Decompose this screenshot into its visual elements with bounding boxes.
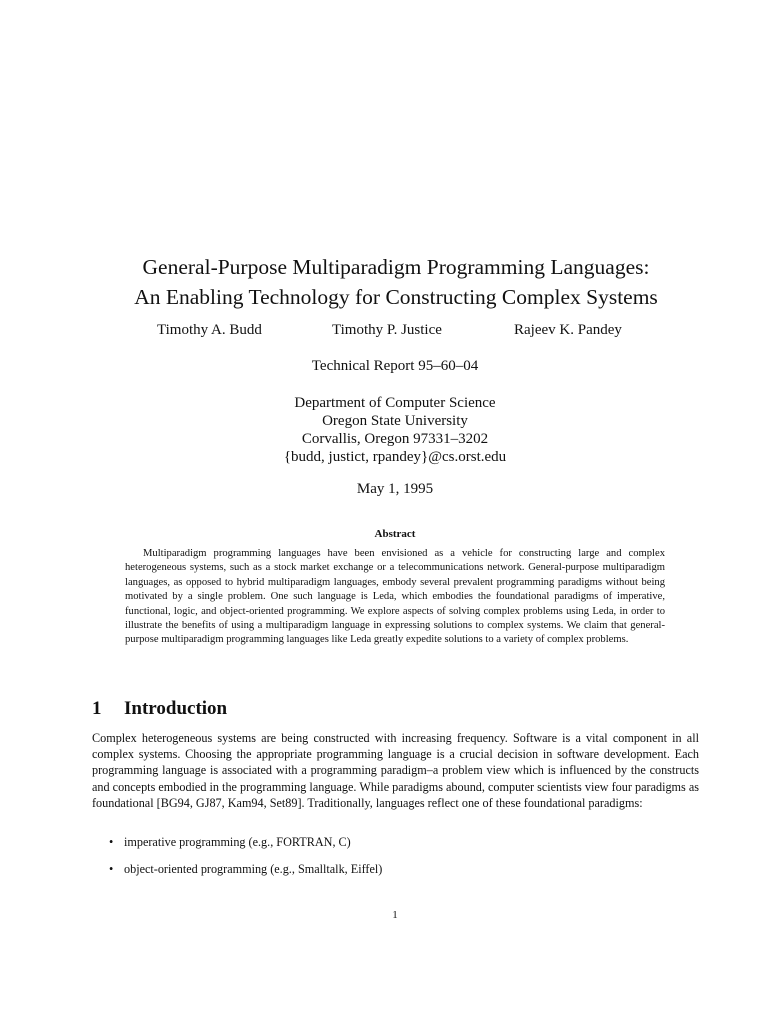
- title-line-1: General-Purpose Multiparadigm Programming Languages:: [142, 255, 650, 279]
- introduction-paragraph: Complex heterogeneous systems are being constructed with increasing frequency. Software is a vital component in all complex systems. Choosing the appropriate programming language is a crucial decision in software development. Each programming language is associated with a programming paradigm–a problem view which is influenced by the constructs and concepts embodied in the programming language. While paradigms abound, computer scientists view four paradigms as foundational [BG94, GJ87, Kam94, Set89]. Traditionally, languages reflect one of these foundational paradigms:: [92, 731, 699, 810]
- affiliation-department: Department of Computer Science: [294, 395, 496, 411]
- title-line-2: An Enabling Technology for Constructing Complex Systems: [134, 285, 658, 309]
- list-item: [109, 835, 382, 862]
- affiliation: [0, 394, 768, 466]
- list-item: [109, 862, 382, 889]
- author-list: [0, 322, 768, 344]
- section-heading: [92, 698, 227, 720]
- bullet-icon: •: [109, 835, 114, 849]
- author-budd: Timothy A. Budd: [157, 322, 262, 338]
- paradigm-list: [109, 835, 382, 889]
- report-number: Technical Report 95–60–04: [311, 358, 479, 374]
- abstract-heading: Abstract: [374, 528, 416, 540]
- section-title: Introduction: [124, 698, 228, 719]
- list-item-text: object-oriented programming (e.g., Smalltalk, Eiffel): [124, 862, 383, 876]
- affiliation-university: Oregon State University: [322, 413, 468, 429]
- author-justice: Timothy P. Justice: [332, 322, 442, 338]
- publication-date: May 1, 1995: [356, 481, 434, 497]
- section-number: 1: [92, 698, 102, 719]
- author-pandey: Rajeev K. Pandey: [514, 322, 622, 338]
- bullet-icon: •: [109, 862, 114, 876]
- abstract-text: Multiparadigm programming languages have been envisioned as a vehicle for constructing large and complex heterogeneous systems, such as a stock market exchange or a telecommunications network. General-purpose multiparadigm languages, as opposed to hybrid multiparadigm languages, embody several prevalent programming paradigms without being motivated by a single problem. One such language is Leda, which embodies the foundational paradigms of imperative, functional, logic, and object-oriented programming. We explore aspects of solving complex problems using Leda, in order to illustrate the benefits of using a multiparadigm language in expressing solutions to complex systems. We claim that general-purpose multiparadigm programming languages like Leda greatly expedite solutions to a variety of complex problems.: [125, 548, 665, 646]
- list-item-text: imperative programming (e.g., FORTRAN, C): [124, 835, 351, 849]
- paper-title: [0, 252, 768, 312]
- page-number: 1: [392, 909, 398, 921]
- affiliation-emails: {budd, justict, rpandey}@cs.orst.edu: [283, 449, 507, 465]
- affiliation-address: Corvallis, Oregon 97331–3202: [301, 431, 489, 447]
